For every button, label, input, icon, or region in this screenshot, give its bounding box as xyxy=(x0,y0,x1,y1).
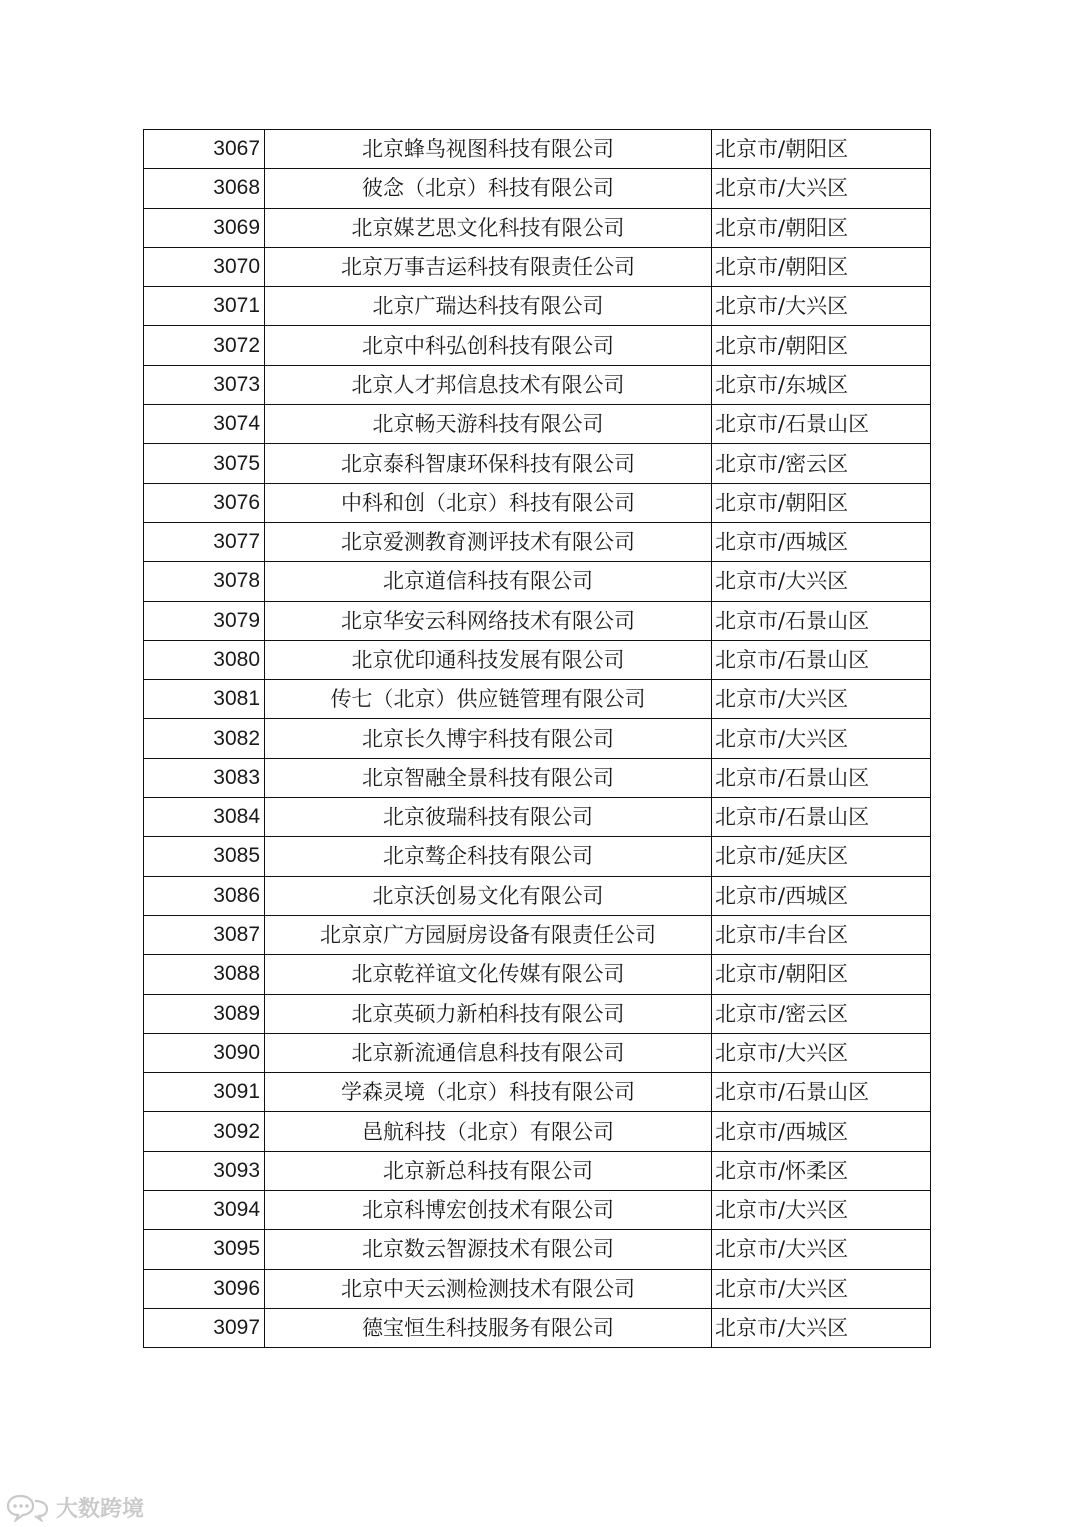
table-row xyxy=(144,208,931,247)
table-row xyxy=(144,326,931,365)
table-row xyxy=(144,562,931,601)
row-number-cell: 3093 xyxy=(144,1151,265,1190)
row-number-cell: 3080 xyxy=(144,640,265,679)
row-number-cell: 3091 xyxy=(144,1073,265,1112)
table-body xyxy=(144,130,931,1348)
table-row xyxy=(144,1269,931,1308)
table-row xyxy=(144,1308,931,1347)
table-row xyxy=(144,365,931,404)
chat-bubble-logo-icon xyxy=(6,1492,50,1522)
company-name-cell: 中科和创（北京）科技有限公司 xyxy=(265,483,712,522)
row-number-cell: 3085 xyxy=(144,837,265,876)
table-row xyxy=(144,1191,931,1230)
location-cell: 北京市/朝阳区 xyxy=(712,326,931,365)
location-cell: 北京市/密云区 xyxy=(712,444,931,483)
location-cell: 北京市/大兴区 xyxy=(712,562,931,601)
table-row xyxy=(144,405,931,444)
location-cell: 北京市/大兴区 xyxy=(712,1269,931,1308)
table-row xyxy=(144,798,931,837)
table-row xyxy=(144,444,931,483)
company-name-cell: 北京新总科技有限公司 xyxy=(265,1151,712,1190)
location-cell: 北京市/朝阳区 xyxy=(712,247,931,286)
row-number-cell: 3096 xyxy=(144,1269,265,1308)
table-row xyxy=(144,719,931,758)
watermark-text: 大数跨境 xyxy=(56,1496,145,1522)
location-cell: 北京市/东城区 xyxy=(712,365,931,404)
table-row xyxy=(144,247,931,286)
company-name-cell: 北京中科弘创科技有限公司 xyxy=(265,326,712,365)
company-name-cell: 北京华安云科网络技术有限公司 xyxy=(265,601,712,640)
location-cell: 北京市/石景山区 xyxy=(712,601,931,640)
row-number-cell: 3084 xyxy=(144,798,265,837)
location-cell: 北京市/朝阳区 xyxy=(712,130,931,169)
row-number-cell: 3071 xyxy=(144,287,265,326)
company-name-cell: 北京新流通信息科技有限公司 xyxy=(265,1033,712,1072)
row-number-cell: 3083 xyxy=(144,758,265,797)
row-number-cell: 3074 xyxy=(144,405,265,444)
row-number-cell: 3078 xyxy=(144,562,265,601)
table-row xyxy=(144,1033,931,1072)
row-number-cell: 3088 xyxy=(144,955,265,994)
row-number-cell: 3068 xyxy=(144,169,265,208)
company-name-cell: 北京蜂鸟视图科技有限公司 xyxy=(265,130,712,169)
row-number-cell: 3086 xyxy=(144,876,265,915)
company-name-cell: 邑航科技（北京）有限公司 xyxy=(265,1112,712,1151)
company-name-cell: 北京沃创易文化有限公司 xyxy=(265,876,712,915)
table-row xyxy=(144,876,931,915)
table-row xyxy=(144,837,931,876)
location-cell: 北京市/怀柔区 xyxy=(712,1151,931,1190)
row-number-cell: 3072 xyxy=(144,326,265,365)
location-cell: 北京市/大兴区 xyxy=(712,169,931,208)
company-name-cell: 北京优印通科技发展有限公司 xyxy=(265,640,712,679)
location-cell: 北京市/大兴区 xyxy=(712,1033,931,1072)
row-number-cell: 3069 xyxy=(144,208,265,247)
row-number-cell: 3075 xyxy=(144,444,265,483)
table-row xyxy=(144,758,931,797)
row-number-cell: 3087 xyxy=(144,915,265,954)
row-number-cell: 3097 xyxy=(144,1308,265,1347)
table-row xyxy=(144,1230,931,1269)
company-name-cell: 学森灵境（北京）科技有限公司 xyxy=(265,1073,712,1112)
location-cell: 北京市/朝阳区 xyxy=(712,483,931,522)
company-name-cell: 北京乾祥谊文化传媒有限公司 xyxy=(265,955,712,994)
table-row xyxy=(144,955,931,994)
company-name-cell: 德宝恒生科技服务有限公司 xyxy=(265,1308,712,1347)
company-name-cell: 彼念（北京）科技有限公司 xyxy=(265,169,712,208)
row-number-cell: 3081 xyxy=(144,680,265,719)
company-name-cell: 北京骜企科技有限公司 xyxy=(265,837,712,876)
location-cell: 北京市/延庆区 xyxy=(712,837,931,876)
company-name-cell: 北京广瑞达科技有限公司 xyxy=(265,287,712,326)
table-row xyxy=(144,915,931,954)
row-number-cell: 3094 xyxy=(144,1191,265,1230)
location-cell: 北京市/密云区 xyxy=(712,994,931,1033)
table-row xyxy=(144,483,931,522)
row-number-cell: 3076 xyxy=(144,483,265,522)
company-name-cell: 北京人才邦信息技术有限公司 xyxy=(265,365,712,404)
company-name-cell: 北京畅天游科技有限公司 xyxy=(265,405,712,444)
location-cell: 北京市/朝阳区 xyxy=(712,208,931,247)
row-number-cell: 3089 xyxy=(144,994,265,1033)
company-name-cell: 北京道信科技有限公司 xyxy=(265,562,712,601)
location-cell: 北京市/石景山区 xyxy=(712,405,931,444)
location-cell: 北京市/大兴区 xyxy=(712,1191,931,1230)
table-row xyxy=(144,1112,931,1151)
location-cell: 北京市/西城区 xyxy=(712,876,931,915)
company-name-cell: 北京京广方园厨房设备有限责任公司 xyxy=(265,915,712,954)
location-cell: 北京市/石景山区 xyxy=(712,758,931,797)
location-cell: 北京市/石景山区 xyxy=(712,1073,931,1112)
location-cell: 北京市/大兴区 xyxy=(712,1230,931,1269)
company-list-table xyxy=(143,129,931,1348)
company-name-cell: 北京科博宏创技术有限公司 xyxy=(265,1191,712,1230)
company-name-cell: 北京智融全景科技有限公司 xyxy=(265,758,712,797)
row-number-cell: 3092 xyxy=(144,1112,265,1151)
location-cell: 北京市/大兴区 xyxy=(712,1308,931,1347)
company-name-cell: 传七（北京）供应链管理有限公司 xyxy=(265,680,712,719)
company-name-cell: 北京数云智源技术有限公司 xyxy=(265,1230,712,1269)
row-number-cell: 3079 xyxy=(144,601,265,640)
row-number-cell: 3077 xyxy=(144,522,265,561)
location-cell: 北京市/西城区 xyxy=(712,1112,931,1151)
company-name-cell: 北京彼瑞科技有限公司 xyxy=(265,798,712,837)
location-cell: 北京市/大兴区 xyxy=(712,680,931,719)
table-row xyxy=(144,601,931,640)
company-name-cell: 北京英硕力新柏科技有限公司 xyxy=(265,994,712,1033)
row-number-cell: 3095 xyxy=(144,1230,265,1269)
company-name-cell: 北京爱测教育测评技术有限公司 xyxy=(265,522,712,561)
table-row xyxy=(144,994,931,1033)
row-number-cell: 3073 xyxy=(144,365,265,404)
company-name-cell: 北京泰科智康环保科技有限公司 xyxy=(265,444,712,483)
location-cell: 北京市/西城区 xyxy=(712,522,931,561)
location-cell: 北京市/石景山区 xyxy=(712,640,931,679)
location-cell: 北京市/石景山区 xyxy=(712,798,931,837)
table-row xyxy=(144,640,931,679)
row-number-cell: 3090 xyxy=(144,1033,265,1072)
location-cell: 北京市/大兴区 xyxy=(712,287,931,326)
table-row xyxy=(144,1151,931,1190)
table-row xyxy=(144,130,931,169)
table-row xyxy=(144,287,931,326)
table-row xyxy=(144,522,931,561)
row-number-cell: 3082 xyxy=(144,719,265,758)
location-cell: 北京市/丰台区 xyxy=(712,915,931,954)
location-cell: 北京市/大兴区 xyxy=(712,719,931,758)
location-cell: 北京市/朝阳区 xyxy=(712,955,931,994)
table-row xyxy=(144,680,931,719)
company-name-cell: 北京中天云测检测技术有限公司 xyxy=(265,1269,712,1308)
watermark xyxy=(6,1490,144,1524)
company-name-cell: 北京媒艺思文化科技有限公司 xyxy=(265,208,712,247)
row-number-cell: 3070 xyxy=(144,247,265,286)
company-name-cell: 北京万事吉运科技有限责任公司 xyxy=(265,247,712,286)
table-row xyxy=(144,169,931,208)
row-number-cell: 3067 xyxy=(144,130,265,169)
table-row xyxy=(144,1073,931,1112)
company-name-cell: 北京长久博宇科技有限公司 xyxy=(265,719,712,758)
